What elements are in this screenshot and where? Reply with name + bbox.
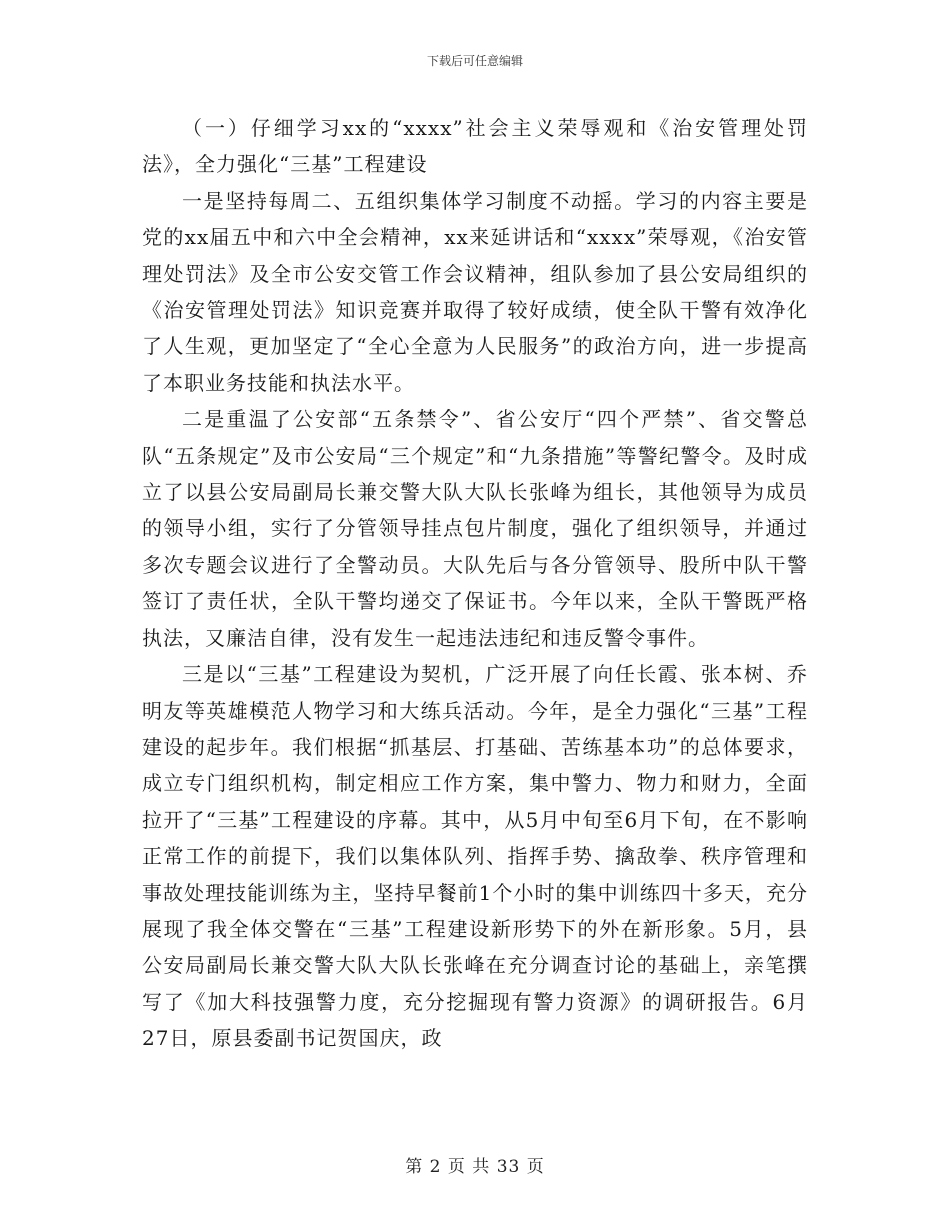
page-header: 下载后可任意编辑: [426, 54, 523, 68]
page-number: 第 2 页 共 33 页: [405, 1157, 545, 1177]
document-body: [142, 110, 808, 1057]
section-heading: （一）仔细学习xx的“xxxx”社会主义荣辱观和《治安管理处罚法》，全力强化“三基”工程建设: [142, 116, 808, 177]
paragraph-1: 一是坚持每周二、五组织集体学习制度不动摇。学习的内容主要是党的xx届五中和六中全会精神，xx来延讲话和“xxxx”荣辱观，《治安管理处罚法》及全市公安交管工作会议精神，组队参加了县公安局组织的《治安管理处罚法》知识竞赛并取得了较好成绩，使全队干警有效净化了人生观，更加坚定了“全心全意为人民服务”的政治方向，进一步提高了本职业务技能和执法水平。: [142, 188, 808, 395]
paragraph-3: 三是以“三基”工程建设为契机，广泛开展了向任长霞、张本树、乔明友等英雄模范人物学习和大练兵活动。今年，是全力强化“三基”工程建设的起步年。我们根据“抓基层、打基础、苦练基本功”的总体要求，成立专门组织机构，制定相应工作方案，集中警力、物力和财力，全面拉开了“三基”工程建设的序幕。其中，从5月中旬至6月下旬，在不影响正常工作的前提下，我们以集体队列、指挥手势、擒敌拳、秩序管理和事故处理技能训练为主，坚持早餐前1个小时的集中训练四十多天，充分展现了我全体交警在“三基”工程建设新形势下的外在新形象。5月，县公安局副局长兼交警大队大队长张峰在充分调查讨论的基础上，亲笔撰写了《加大科技强警力度，充分挖掘现有警力资源》的调研报告。6月27日，原县委副书记贺国庆，政: [142, 662, 808, 1051]
paragraph-2: 二是重温了公安部“五条禁令”、省公安厅“四个严禁”、省交警总队“五条规定”及市公安局“三个规定”和“九条措施”等警纪警令。及时成立了以县公安局副局长兼交警大队大队长张峰为组长，其他领导为成员的领导小组，实行了分管领导挂点包片制度，强化了组织领导，并通过多次专题会议进行了全警动员。大队先后与各分管领导、股所中队干警签订了责任状，全队干警均递交了保证书。今年以来，全队干警既严格执法，又廉洁自律，没有发生一起违法违纪和违反警令事件。: [142, 407, 808, 650]
